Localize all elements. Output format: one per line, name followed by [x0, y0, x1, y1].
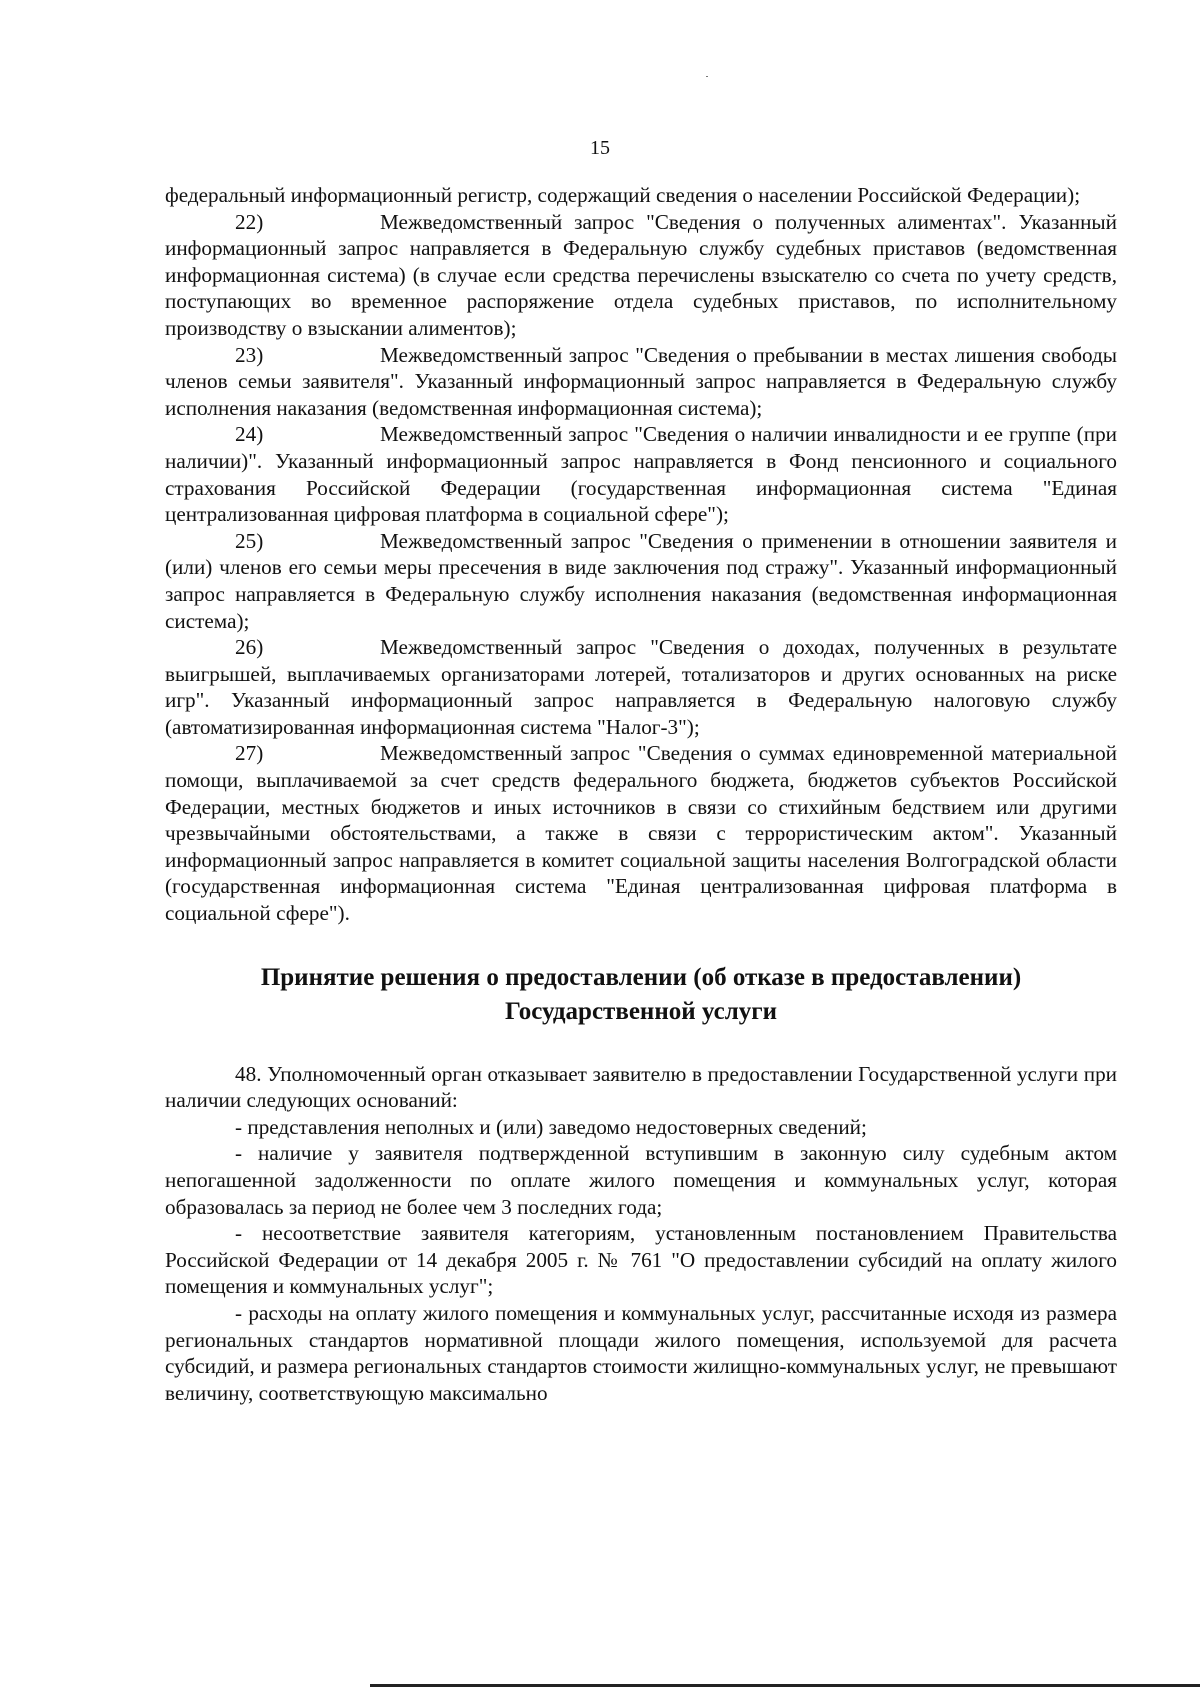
- list-item-27: [165, 740, 1117, 926]
- section-heading-line-1: Принятие решения о предоставлении (об отказе в предоставлении): [260, 963, 1022, 991]
- page-number: 15: [590, 137, 610, 159]
- document-body: [165, 182, 1117, 1406]
- ground-item: - расходы на оплату жилого помещения и коммунальных услуг, рассчитанные исходя из размера региональных стандартов нормативной площади жилого помещения, используемой для расчета субсидий, и размера региональных стандартов стоимости жилищно-коммунальных услуг, не превышают величину, соответствующую максимально: [165, 1300, 1117, 1405]
- list-item-number: 22): [235, 209, 264, 234]
- list-item-text: Межведомственный запрос "Сведения о полученных алиментах". Указанный информационный запрос направляется в Федеральную службу судебных приставов (ведомственная информационная система) (в случае если средства перечислены взыскателю со счета по учету средств, поступающих во временное распоряжение отдела судебных приставов, по исполнительному производству о взыскании алиментов);: [165, 209, 1117, 340]
- section-heading-line-2: Государственной услуги: [505, 997, 777, 1025]
- ground-item: - наличие у заявителя подтвержденной вступившим в законную силу судебным актом непогашенной задолженности по оплате жилого помещения и коммунальных услуг, которая образовалась за период не более чем 3 последних года;: [165, 1141, 1117, 1219]
- list-item-25: [165, 528, 1117, 634]
- list-item-continuation: [165, 182, 1117, 209]
- list-item-text: Межведомственный запрос "Сведения о наличии инвалидности и ее группе (при наличии)". Указанный информационный запрос направляется в Фонд пенсионного и социального страхования Российской Федерации (государственная информационная система "Единая централизованная цифровая платформа в социальной сфере");: [165, 422, 1117, 527]
- list-item-number: 25): [235, 528, 264, 553]
- ground-item: - представления неполных и (или) заведомо недостоверных сведений;: [235, 1114, 867, 1139]
- list-item-22: [165, 209, 1117, 342]
- list-item-number: 24): [235, 422, 264, 447]
- list-item-text: федеральный информационный регистр, содержащий сведения о населении Российской Федерации);: [165, 183, 1081, 207]
- section-heading: [165, 961, 1117, 1029]
- list-item-24: [165, 421, 1117, 527]
- list-item-text: Межведомственный запрос "Сведения о применении в отношении заявителя и (или) членов его семьи меры пресечения в виде заключения под стражу". Указанный информационный запрос направляется в Федеральную службу исполнения наказания (ведомственная информационная система);: [165, 528, 1117, 633]
- list-item-text: Межведомственный запрос "Сведения о пребывании в местах лишения свободы членов семьи заявителя". Указанный информационный запрос направляется в Федеральную службу исполнения наказания (ведомственная информационная система);: [165, 342, 1117, 420]
- scan-speck: [706, 76, 708, 77]
- list-item-number: 27): [235, 741, 264, 766]
- list-item-text: Межведомственный запрос "Сведения о доходах, полученных в результате выигрышей, выплачиваемых организаторами лотерей, тотализаторов и других основанных на риске игр". Указанный информационный запрос направляется в Федеральную налоговую службу (автоматизированная информационная система "Налог-3");: [165, 635, 1117, 739]
- bottom-scan-edge: [370, 1684, 1200, 1687]
- ground-item: - несоответствие заявителя категориям, установленным постановлением Правительства Российской Федерации от 14 декабря 2005 г. № 761 "О предоставлении субсидий на оплату жилого помещения и коммунальных услуг";: [165, 1221, 1117, 1299]
- paragraph-48: 48. Уполномоченный орган отказывает заявителю в предоставлении Государственной услуги при наличии следующих оснований:: [165, 1061, 1117, 1113]
- list-item-23: [165, 342, 1117, 422]
- list-item-number: 26): [235, 635, 264, 660]
- list-item-text: Межведомственный запрос "Сведения о суммах единовременной материальной помощи, выплачиваемой за счет средств федерального бюджета, бюджетов субъектов Российской Федерации, местных бюджетов и иных источников в связи со стихийным бедствием или другими чрезвычайными обстоятельствами, а также в связи с террористическим актом". Указанный информационный запрос направляется в комитет социальной защиты населения Волгоградской области (государственная информационная система "Единая централизованная цифровая платформа в социальной сфере").: [165, 741, 1117, 926]
- list-item-26: [165, 634, 1117, 740]
- list-item-number: 23): [235, 342, 264, 367]
